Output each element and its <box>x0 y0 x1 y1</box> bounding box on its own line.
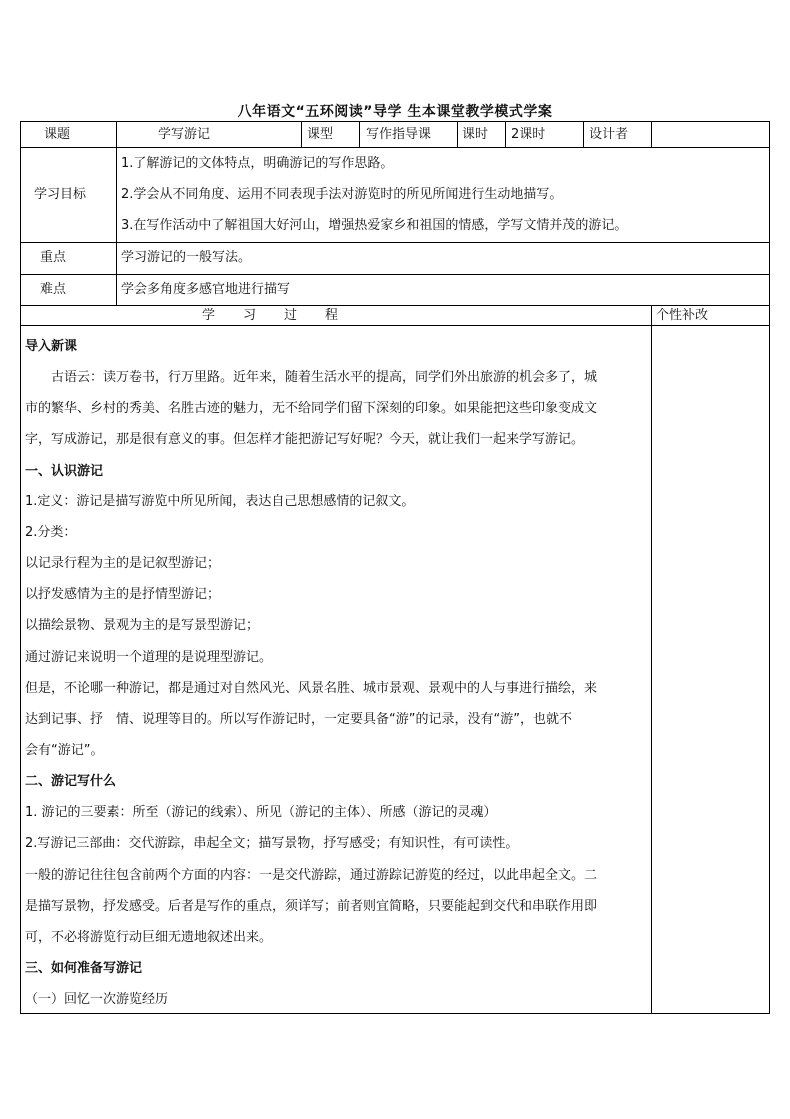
content-line: 通过游记来说明一个道理的是说理型游记。 <box>25 650 273 665</box>
key-point-text: 学习游记的一般写法。 <box>121 250 252 265</box>
content-line: 以抒发感情为主的是抒情型游记； <box>25 587 221 602</box>
content-line: 2.分类： <box>25 525 77 540</box>
table-row-divider <box>20 274 770 275</box>
section-heading: 一、认识游记 <box>25 464 104 479</box>
content-line: 以记录行程为主的是记叙型游记； <box>25 556 221 571</box>
content-line: 但是，不论哪一种游记，都是通过对自然风光、风景名胜、城市景观、景观中的人与事进行描绘，来 <box>25 681 598 696</box>
table-border-left <box>20 121 21 1014</box>
table-col-divider <box>583 121 584 147</box>
label-difficulty: 难点 <box>40 282 67 297</box>
content-line: 2.写游记三部曲：交代游踪，串起全文；描写景物，抒写感受；有知识性，有可读性。 <box>25 836 519 851</box>
content-line: 一般的游记往往包含前两个方面的内容：一是交代游踪，通过游踪记游览的经过，以此串起全文。二 <box>25 868 598 883</box>
table-row-divider <box>20 305 770 306</box>
content-line: 可，不必将游览行动巨细无遗地叙述出来。 <box>25 930 273 945</box>
content-line: 以描绘景物、景观为主的是写景型游记； <box>25 618 260 633</box>
label-course: 课题 <box>44 127 71 142</box>
content-line: 是描写景物，抒发感受。后者是写作的重点，须详写；前者则宜简略，只要能起到交代和串联作用即 <box>25 899 598 914</box>
content-line: 市的繁华、乡村的秀美、名胜古迹的魅力，无不给同学们留下深刻的印象。如果能把这些印象变成文 <box>25 401 598 416</box>
process-header: 学习过程 <box>202 308 367 323</box>
label-hours: 课时 <box>462 127 489 142</box>
content-line: 古语云：读万卷书，行万里路。近年来，随着生活水平的提高，同学们外出旅游的机会多了，城 <box>25 370 598 385</box>
content-line: 达到记事、抒 情、说理等目的。所以写作游记时，一定要具备“游”的记录，没有“游”，也就不 <box>25 712 572 727</box>
label-key-point: 重点 <box>40 250 67 265</box>
page-title: 八年语文“五环阅读”导学 生本课堂教学模式学案 <box>237 104 553 120</box>
table-col-divider <box>651 305 652 1014</box>
section-heading: 二、游记写什么 <box>25 774 117 789</box>
difficulty-text: 学会多角度多感官地进行描写 <box>121 282 291 297</box>
table-border-bottom <box>20 1013 770 1014</box>
lesson-hours: 2课时 <box>511 127 546 142</box>
lesson-type: 写作指导课 <box>366 127 432 142</box>
table-border-right <box>769 121 770 1014</box>
objective-item: 2.学会从不同角度、运用不同表现手法对游览时的所见所闻进行生动地描写。 <box>121 187 563 202</box>
content-line: 字，写成游记，那是很有意义的事。但怎样才能把游记写好呢？今天，就让我们一起来学写游记。 <box>25 432 585 447</box>
table-col-divider <box>301 121 302 147</box>
side-notes-header: 个性补改 <box>656 308 709 323</box>
table-col-divider <box>116 121 117 305</box>
course-name: 学写游记 <box>158 127 211 142</box>
section-heading: 三、如何准备写游记 <box>25 961 143 976</box>
section-heading: 导入新课 <box>25 339 78 354</box>
objective-item: 1.了解游记的文体特点，明确游记的写作思路。 <box>121 156 394 171</box>
content-line: 1. 游记的三要素：所至（游记的线索）、所见（游记的主体）、所感（游记的灵魂） <box>25 805 497 820</box>
label-objectives: 学习目标 <box>34 187 87 202</box>
table-col-divider <box>505 121 506 147</box>
table-row-divider <box>20 147 770 148</box>
table-row-divider <box>20 242 770 243</box>
content-line: 1.定义：游记是描写游览中所见所闻，表达自己思想感情的记叙文。 <box>25 494 415 509</box>
table-border-top <box>20 121 770 122</box>
label-type: 课型 <box>307 127 334 142</box>
content-line: 会有“游记”。 <box>25 743 104 758</box>
table-col-divider <box>651 121 652 147</box>
label-designer: 设计者 <box>589 127 629 142</box>
table-row-divider <box>20 325 770 326</box>
content-line: （一）回忆一次游览经历 <box>25 992 169 1007</box>
table-col-divider <box>457 121 458 147</box>
objective-item: 3.在写作活动中了解祖国大好河山，增强热爱家乡和祖国的情感，学写文情并茂的游记。 <box>121 218 628 233</box>
table-col-divider <box>359 121 360 147</box>
